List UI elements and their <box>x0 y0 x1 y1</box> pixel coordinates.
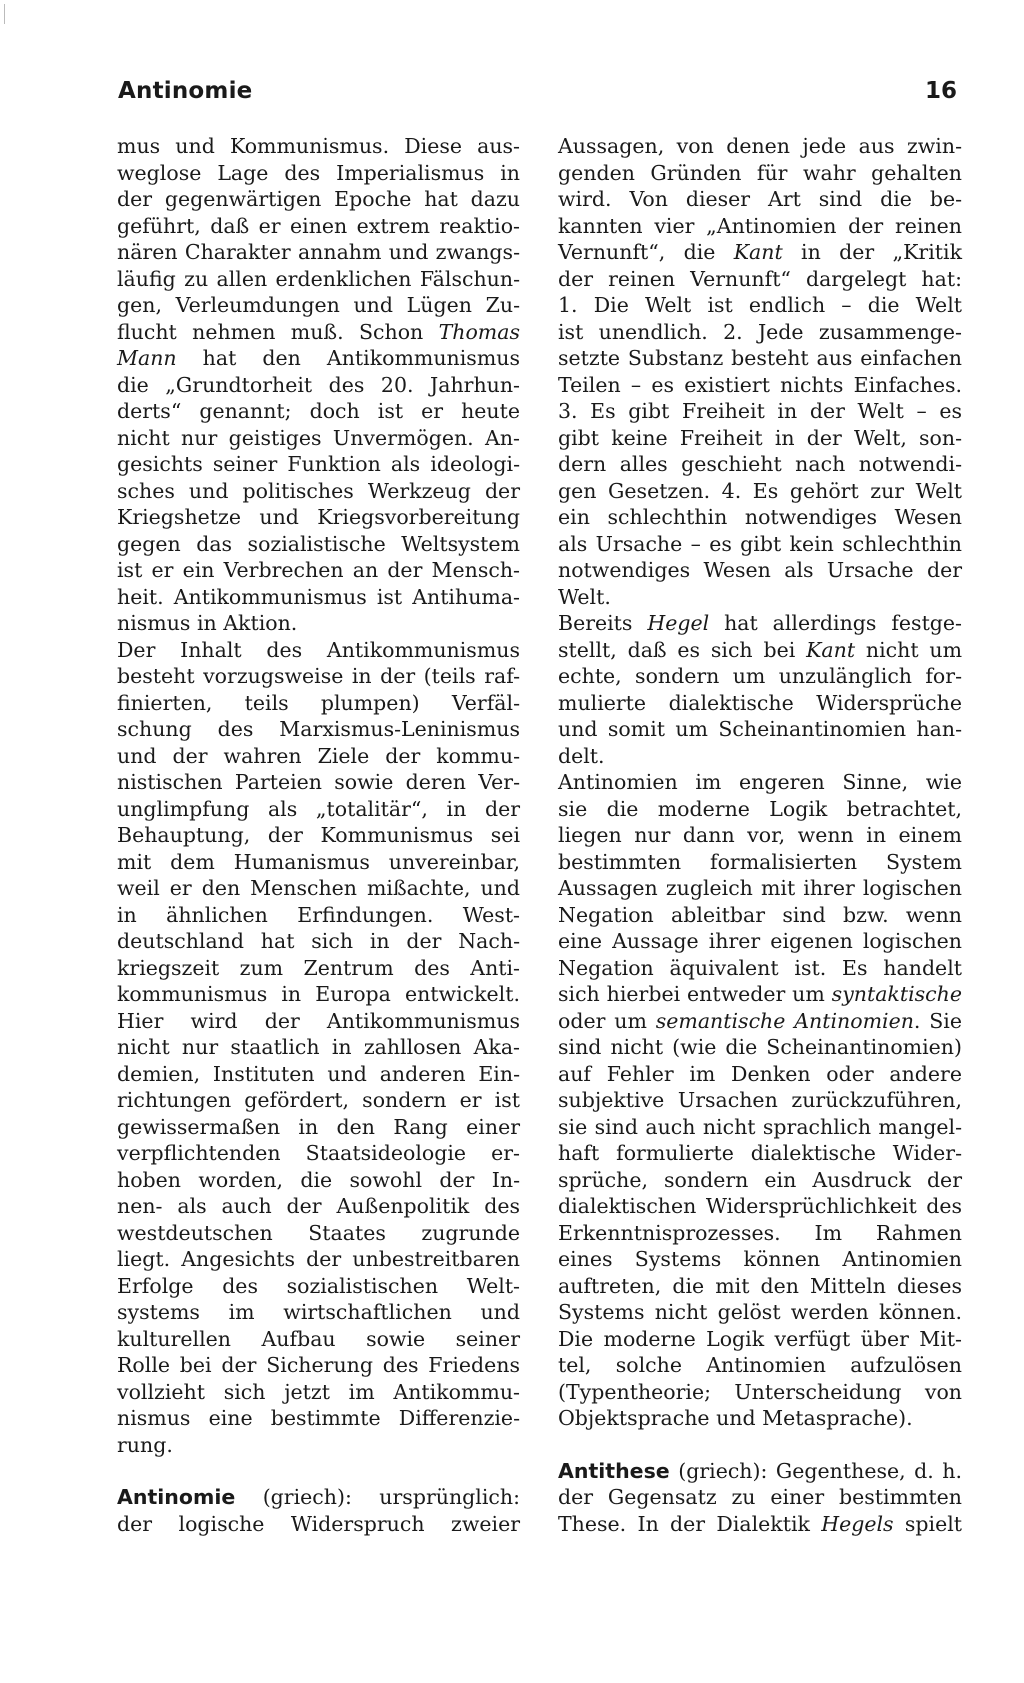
text-line: schung des Marxismus-Leninismus <box>117 717 520 741</box>
author-name: Hegels <box>821 1511 894 1536</box>
text-run: spielt <box>893 1511 962 1536</box>
text-line: Aussagen, von denen jede aus zwin- <box>558 134 962 158</box>
text-line: mit dem Humanismus unvereinbar, <box>117 849 520 874</box>
text-line: mulierte dialektische Widersprüche <box>558 690 962 715</box>
author-name: Kant <box>733 240 783 264</box>
text-line: der Gegensatz zu einer bestimmten <box>558 1485 962 1509</box>
text-line: Hier wird der Antikommunismus <box>117 1008 520 1033</box>
text-run: (griech): Gegenthese, d. h. <box>669 1458 962 1483</box>
text-line <box>558 239 962 266</box>
text-line <box>558 1511 962 1538</box>
entry-headword: Antithese <box>558 1458 670 1483</box>
text-line: setzte Substanz besteht aus einfachen <box>558 346 962 370</box>
page-number: 16 <box>925 78 958 104</box>
text-run: hat allerdings festge- <box>709 611 962 635</box>
text-line: nen- als auch der Außenpolitik des <box>117 1194 520 1218</box>
text-line: verpflichtenden Staatsideologie er- <box>117 1141 520 1165</box>
text-run: nicht um <box>855 637 963 662</box>
text-line: gen, Verleumdungen und Lügen Zu- <box>117 293 520 317</box>
text-run: in der „Kritik <box>782 240 962 264</box>
text-run: sich hierbei entweder um <box>558 982 832 1006</box>
text-line: läufig zu allen erdenklichen Fälschun- <box>117 266 520 291</box>
text-line: sie sind auch nicht sprachlich mangel- <box>558 1114 962 1139</box>
text-line: Erkenntnisprozesses. Im Rahmen <box>558 1220 962 1245</box>
emphasis: semantische Antinomien <box>655 1008 914 1033</box>
author-name: Thomas <box>438 319 520 344</box>
text-line: mus und Kommunismus. Diese aus- <box>117 134 520 158</box>
text-line: vollzieht sich jetzt im Antikommu- <box>117 1379 520 1404</box>
text-line: Rolle bei der Sicherung des Friedens <box>117 1353 520 1377</box>
text-line <box>117 345 520 372</box>
text-line: wird. Von dieser Art sind die be- <box>558 187 962 211</box>
text-line: rung. <box>117 1432 173 1457</box>
text-line: weglose Lage des Imperialismus in <box>117 160 520 185</box>
text-line: auftreten, die mit den Mitteln dieses <box>558 1273 962 1298</box>
text-run: (griech): ursprünglich: <box>235 1485 520 1509</box>
text-run: flucht nehmen muß. Schon <box>117 319 439 344</box>
text-line: tel, solche Antinomien aufzulösen <box>558 1353 962 1377</box>
text-line: die „Grundtorheit des 20. Jahrhun- <box>117 372 520 397</box>
text-line: Teilen – es existiert nichts Einfaches. <box>558 372 962 397</box>
text-run: These. In der Dialektik <box>558 1511 822 1536</box>
text-run: . Sie <box>913 1008 962 1033</box>
text-line: liegt. Angesichts der unbestreitbaren <box>117 1247 520 1271</box>
text-line <box>117 319 520 346</box>
text-line: kulturellen Aufbau sowie seiner <box>117 1326 520 1351</box>
text-line: Negation ableitbar sind bzw. wenn <box>558 902 962 927</box>
text-line: als Ursache – es gibt kein schlechthin <box>558 531 962 556</box>
text-line: ist er ein Verbrechen an der Mensch- <box>117 558 520 582</box>
text-line: richtungen gefördert, sondern er ist <box>117 1088 520 1112</box>
text-line: geführt, daß er einen extrem reaktio- <box>117 213 520 238</box>
text-line: Antinomien im engeren Sinne, wie <box>558 770 962 794</box>
text-line <box>558 1008 962 1035</box>
text-line: haft formulierte dialektische Wider- <box>558 1141 962 1165</box>
text-line: nismus eine bestimmte Differenzie- <box>117 1406 520 1430</box>
text-line: gibt keine Freiheit in der Welt, son- <box>558 425 962 450</box>
text-line: nistischen Parteien sowie deren Ver- <box>117 770 520 794</box>
text-line: Der Inhalt des Antikommunismus <box>117 637 520 662</box>
text-run: stellt, daß es sich bei <box>558 637 807 662</box>
entry-antithese <box>558 1458 962 1485</box>
emphasis: syntaktische <box>831 982 962 1006</box>
text-line: besteht vorzugsweise in der (teils raf- <box>117 664 520 688</box>
text-line <box>558 981 962 1008</box>
text-run: Vernunft“, die <box>558 240 734 264</box>
text-line: Erfolge des sozialistischen Welt- <box>117 1273 520 1298</box>
text-line: dern alles geschieht nach notwendi- <box>558 452 962 476</box>
text-line: derts“ genannt; doch ist er heute <box>117 399 520 423</box>
text-line: Behauptung, der Kommunismus sei <box>117 823 520 847</box>
text-line: kriegszeit zum Zentrum des Anti- <box>117 955 520 980</box>
text-line <box>558 610 962 637</box>
text-line: delt. <box>558 743 605 768</box>
text-line: liegen nur dann vor, wenn in einem <box>558 823 962 847</box>
author-name: Kant <box>806 637 856 662</box>
text-line: gen Gesetzen. 4. Es gehört zur Welt <box>558 478 962 503</box>
text-line: unglimpfung als „totalitär“, in der <box>117 796 520 821</box>
author-name: Mann <box>117 346 177 370</box>
text-line: nismus in Aktion. <box>117 611 298 635</box>
text-line: der logische Widerspruch zweier <box>117 1511 520 1536</box>
text-line: kommunismus in Europa entwickelt. <box>117 982 520 1006</box>
text-run: hat den Antikommunismus <box>176 346 520 370</box>
text-line: der reinen Vernunft“ dargelegt hat: <box>558 266 962 291</box>
text-line: Aussagen zugleich mit ihrer logischen <box>558 876 962 900</box>
text-line: finierten, teils plumpen) Verfäl- <box>117 690 520 715</box>
entry-antinomie <box>117 1484 520 1511</box>
entry-headword: Antinomie <box>117 1485 236 1509</box>
text-line <box>558 637 962 664</box>
text-line: in ähnlichen Erfindungen. West- <box>117 902 520 927</box>
text-line: sind nicht (wie die Scheinantinomien) <box>558 1035 962 1059</box>
text-line: sprüche, sondern ein Ausdruck der <box>558 1167 962 1192</box>
scan-edge-mark <box>4 4 8 24</box>
text-line: westdeutschen Staates zugrunde <box>117 1220 520 1245</box>
text-line: und somit um Scheinantinomien han- <box>558 717 962 741</box>
author-name: Hegel <box>647 611 710 635</box>
text-line: gesichts seiner Funktion als ideologi- <box>117 452 520 476</box>
text-line: 1. Die Welt ist endlich – die Welt <box>558 293 962 317</box>
text-line: eine Aussage ihrer eigenen logischen <box>558 929 962 953</box>
text-line: notwendiges Wesen als Ursache der <box>558 558 962 582</box>
text-line: gegen das sozialistische Weltsystem <box>117 531 520 556</box>
text-line: dialektischen Widersprüchlichkeit des <box>558 1194 962 1218</box>
text-line: Kriegshetze und Kriegsvorbereitung <box>117 505 520 529</box>
text-line: genden Gründen für wahr gehalten <box>558 160 962 185</box>
text-line: gewissermaßen in den Rang einer <box>117 1114 520 1139</box>
text-line: ein schlechthin notwendiges Wesen <box>558 505 962 529</box>
text-line: kannten vier „Antinomien der reinen <box>558 213 962 238</box>
text-line: systems im wirtschaftlichen und <box>117 1300 520 1324</box>
text-line: der gegenwärtigen Epoche hat dazu <box>117 187 520 211</box>
text-run: oder um <box>558 1008 656 1033</box>
text-line: nicht nur geistiges Unvermögen. An- <box>117 425 520 450</box>
text-line: heit. Antikommunismus ist Antihuma- <box>117 584 520 609</box>
text-line: deutschland hat sich in der Nach- <box>117 929 520 953</box>
text-line: demien, Instituten und anderen Ein- <box>117 1061 520 1086</box>
left-column <box>117 133 520 1537</box>
text-line: sches und politisches Werkzeug der <box>117 478 520 503</box>
text-line: ist unendlich. 2. Jede zusammenge- <box>558 319 962 344</box>
text-line: Objektsprache und Metasprache). <box>558 1406 913 1430</box>
right-column <box>558 133 962 1537</box>
entry-gap <box>117 1458 520 1484</box>
running-head: Antinomie <box>118 78 253 104</box>
text-line: Negation äquivalent ist. Es handelt <box>558 955 962 980</box>
text-line: Die moderne Logik verfügt über Mit- <box>558 1326 962 1351</box>
text-line: sie die moderne Logik betrachtet, <box>558 796 962 821</box>
text-line: weil er den Menschen mißachte, und <box>117 876 520 900</box>
text-line: hoben worden, die sowohl der In- <box>117 1167 520 1192</box>
text-line: eines Systems können Antinomien <box>558 1247 962 1271</box>
text-run: Bereits <box>558 611 648 635</box>
entry-gap <box>558 1432 962 1458</box>
text-line: und der wahren Ziele der kommu- <box>117 743 520 768</box>
text-line: nicht nur staatlich in zahllosen Aka- <box>117 1035 520 1059</box>
text-line: (Typentheorie; Unterscheidung von <box>558 1379 962 1404</box>
text-line: bestimmten formalisierten System <box>558 849 962 874</box>
text-line: 3. Es gibt Freiheit in der Welt – es <box>558 399 962 423</box>
text-line: Welt. <box>558 584 611 609</box>
text-line: auf Fehler im Denken oder andere <box>558 1061 962 1086</box>
text-line: echte, sondern um unzulänglich for- <box>558 664 962 688</box>
text-line: nären Charakter annahm und zwangs- <box>117 240 520 264</box>
text-line: subjektive Ursachen zurückzuführen, <box>558 1088 962 1112</box>
text-line: Systems nicht gelöst werden können. <box>558 1300 962 1324</box>
